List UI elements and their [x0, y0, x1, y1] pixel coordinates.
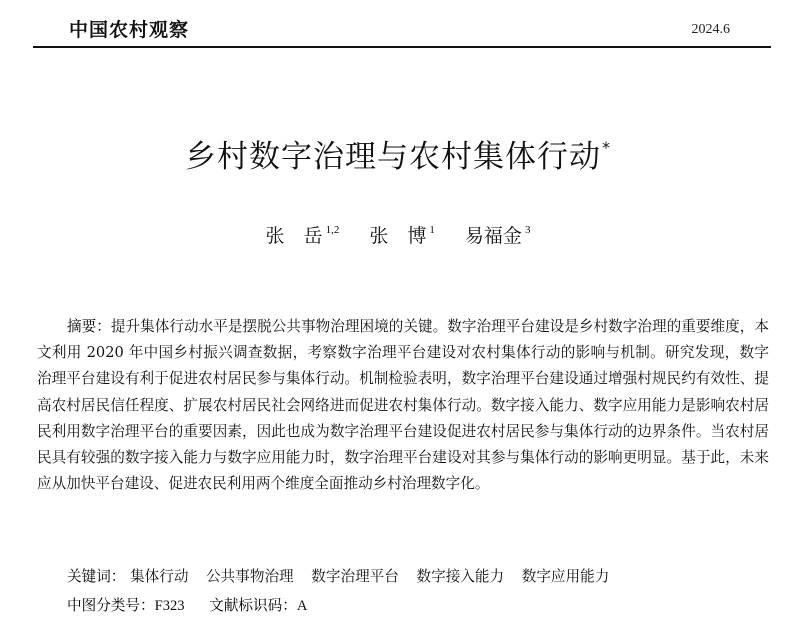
author-item — [369, 221, 435, 248]
issue-number: 2024.6 — [691, 22, 730, 37]
author-name: 易福金 — [464, 225, 522, 247]
keywords-label: 关键词： — [67, 568, 126, 585]
classification-line — [67, 594, 327, 615]
title-text: 乡村数字治理与农村集体行动 — [185, 139, 601, 175]
author-name: 张 博 — [369, 225, 427, 247]
author-item — [465, 221, 531, 248]
author-name: 张 岳 — [265, 225, 323, 247]
author-affiliation: 3 — [524, 224, 531, 236]
doc-code-label: 文献标识码： — [209, 597, 297, 614]
page-header — [33, 14, 771, 48]
doc-code-value: A — [296, 598, 308, 614]
author-affiliation: 1,2 — [325, 224, 340, 236]
author-item — [266, 221, 340, 248]
paper-title — [0, 131, 796, 176]
clc-value: F323 — [154, 598, 185, 614]
author-affiliation: 1 — [429, 224, 435, 236]
abstract-text: 提升集体行动水平是摆脱公共事物治理困境的关键。数字治理平台建设是乡村数字治理的重要维度，本文利用 2020 年中国乡村振兴调查数据，考察数字治理平台建设对农村集体行动的影响与机制。研究发现，数字治理平台建设有利于促进农村居民参与集体行动。机制检验表明，数字治理平台建设通过增强村规民约有效性、提高农村居民信任程度、扩展农村居民社会网络进而促进农村集体行动。数字接入能力、数字应用能力是影响农村居民利用数字治理平台的重要因素，因此也成为数字治理平台建设促进农村居民参与集体行动的边界条件。当农村居民具有较强的数字接入能力与数字应用能力时，数字治理平台建设对其参与集体行动的影响更明显。基于此，未来应从加快平台建设、促进农民利用两个维度全面推动乡村治理数字化。 — [37, 318, 769, 493]
title-footnote-mark[interactable]: * — [602, 138, 611, 157]
journal-name: 中国农村观察 — [69, 19, 190, 41]
keyword-item: 数字接入能力 — [416, 568, 505, 585]
abstract-label: 摘要： — [67, 318, 111, 335]
keyword-item: 集体行动 — [130, 568, 189, 585]
keyword-item: 公共事物治理 — [206, 568, 294, 585]
keywords-line — [67, 565, 622, 586]
keyword-item: 数字应用能力 — [521, 568, 610, 585]
keyword-item: 数字治理平台 — [311, 568, 399, 585]
author-list — [0, 221, 796, 248]
clc-label: 中图分类号： — [67, 597, 155, 614]
abstract — [37, 314, 769, 497]
